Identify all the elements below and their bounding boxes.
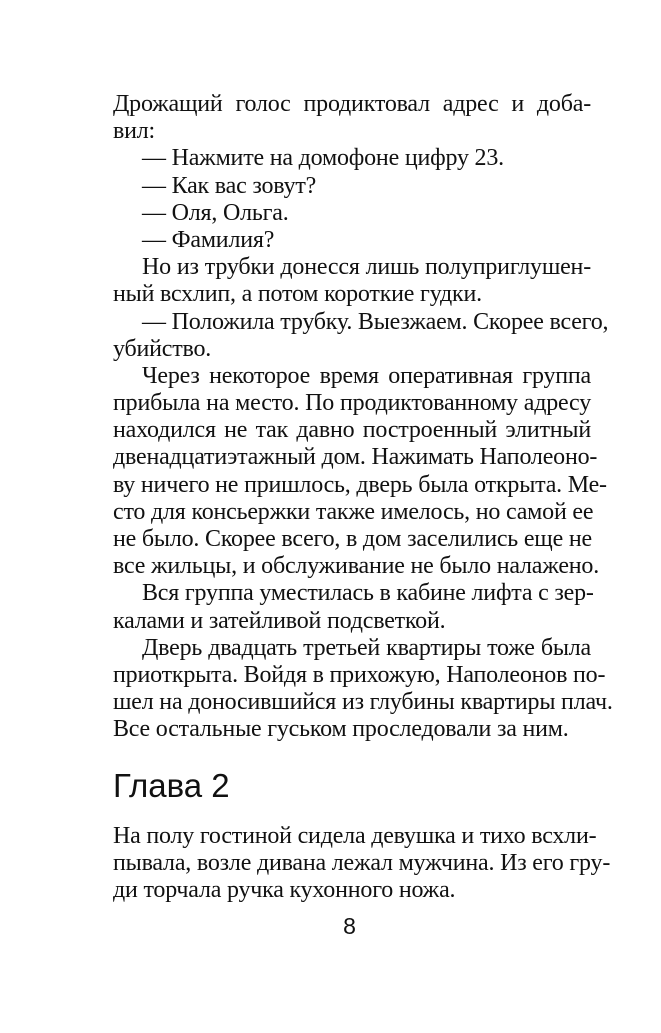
text-line: — Нажмите на домофоне цифру 23. [142, 145, 504, 172]
text-line: Дрожащий голос продиктовал адрес и доба- [113, 91, 591, 117]
text-line: На полу гостиной сидела девушка и тихо всхли- [113, 823, 597, 849]
text-line: Дверь двадцать третьей квартиры тоже была [142, 634, 591, 661]
text-line: пывала, возле дивана лежал мужчина. Из его гру- [113, 850, 611, 877]
text-line: Все остальные гуськом проследовали за ним. [113, 716, 569, 743]
text-line: — Оля, Ольга. [142, 199, 289, 226]
text-line: сто для консьержки также имелось, но самой ее [113, 498, 594, 525]
text-line: Но из трубки донесся лишь полуприглушен- [142, 254, 591, 281]
text-line: убийство. [113, 335, 212, 362]
text-line: шел на доносившийся из глубины квартиры плач. [113, 689, 613, 716]
text-line: вил: [113, 118, 156, 145]
text-line: прибыла на место. По продиктованному адресу [113, 390, 591, 417]
body-text [113, 91, 613, 744]
text-line: — Фамилия? [142, 226, 275, 253]
text-line: ву ничего не пришлось, дверь была открыта. Ме- [113, 471, 607, 498]
text-line: калами и затейливой подсветкой. [113, 607, 446, 634]
text-line: приоткрыта. Войдя в прихожую, Наполеонов по- [113, 661, 606, 688]
chapter-heading: Глава 2 [113, 767, 230, 804]
text-line: не было. Скорее всего, в дом заселились еще не [113, 526, 592, 552]
text-line: — Положила трубку. Выезжаем. Скорее всего, [142, 308, 609, 335]
text-line: — Как вас зовут? [142, 172, 317, 199]
text-line: находился не так давно построенный элитный [113, 417, 591, 444]
text-line: ный всхлип, а потом короткие гудки. [113, 281, 482, 308]
text-line: Через некоторое время оперативная группа [142, 362, 591, 389]
text-line: двенадцатиэтажный дом. Нажимать Наполеоно- [113, 444, 598, 471]
text-line: ди торчала ручка кухонного ножа. [113, 877, 456, 904]
chapter-text [113, 823, 611, 905]
text-line: Вся группа уместилась в кабине лифта с зер- [142, 580, 594, 607]
text-line: все жильцы, и обслуживание не было налажено. [113, 553, 600, 580]
page-number: 8 [343, 913, 356, 939]
